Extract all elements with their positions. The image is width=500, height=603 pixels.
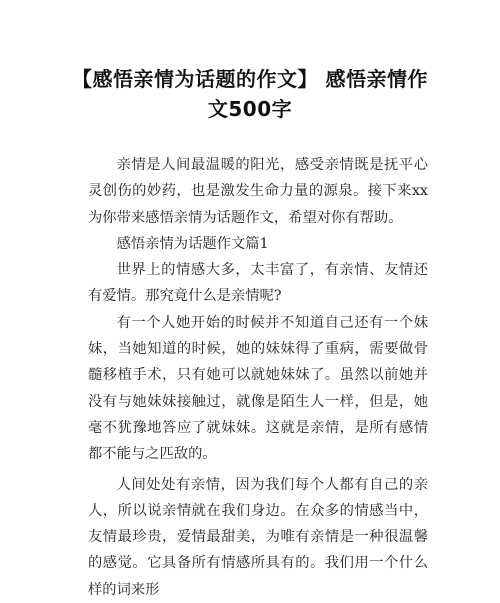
paragraph-family-love-everywhere: 人间处处有亲情，因为我们每个人都有自己的亲人，所以说亲情就在我们身边。在众多的情感当中，友情最珍贵，爱情最甜美，为唯有亲情是一种很温馨的感觉。它具备所有情感所具有的。我们用一个什么样的词来形	[88, 476, 428, 598]
paragraph-sister-story: 有一个人她开始的时候并不知道自己还有一个妹妹，当她知道的时候，她的妹妹得了重病，需要做骨髓移植手术，只有她可以就她妹妹了。虽然以前她并没有与她妹妹接触过，就像是陌生人一样，但是，她毫不犹豫地答应了就妹妹。这就是亲情，是所有感情都不能与之匹敌的。	[88, 314, 428, 463]
paragraph-section-heading: 感悟亲情为话题作文篇1	[116, 235, 269, 252]
document-title: 【感悟亲情为话题的作文】 感悟亲情作文500字	[72, 67, 428, 121]
document-body	[88, 152, 428, 603]
paragraph-intro: 亲情是人间最温暖的阳光，感受亲情既是抚平心灵创伤的妙药，也是激发生命力量的源泉。接下来xx为你带来感悟亲情为话题作文，希望对你有帮助。	[88, 157, 428, 226]
paragraph-what-is-family-love: 世界上的情感大多，太丰富了，有亲情、友情还有爱情。那究竟什么是亲情呢?	[88, 262, 428, 305]
